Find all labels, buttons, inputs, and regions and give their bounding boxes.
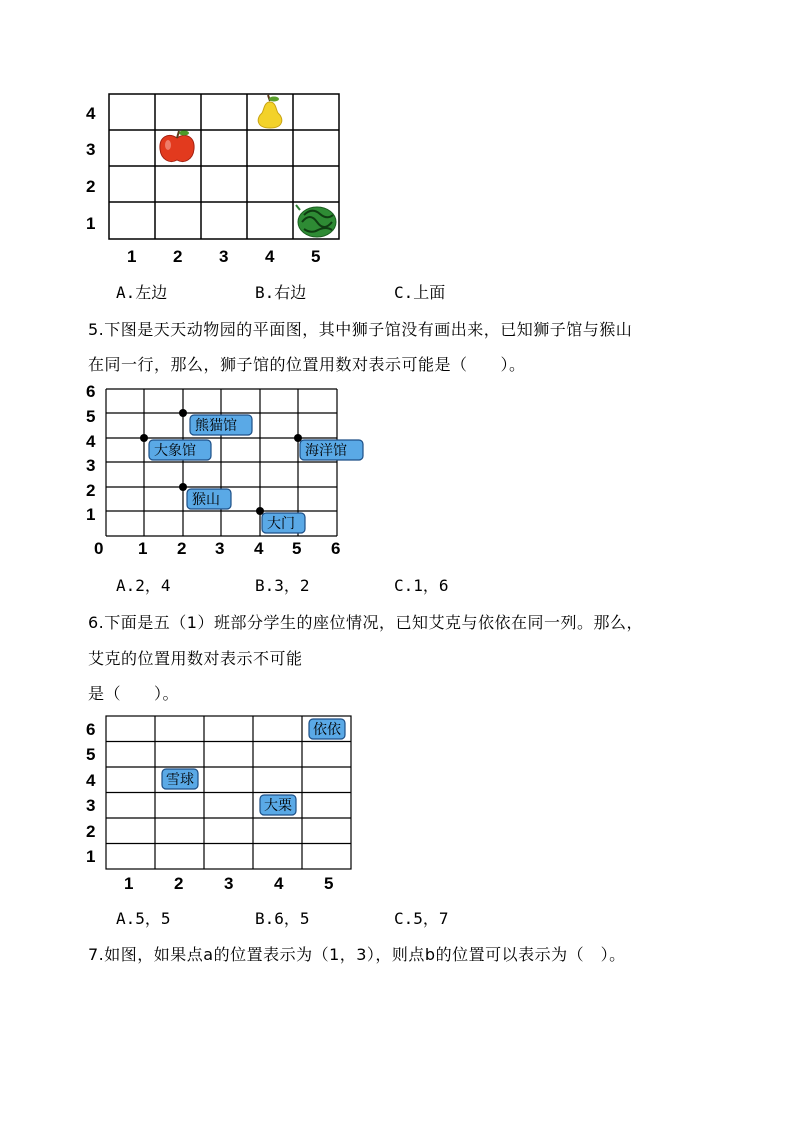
q6-option-c: C.5，7 (394, 909, 449, 928)
point-elephant (140, 434, 148, 442)
svg-text:雪球: 雪球 (166, 772, 194, 788)
zoo-map-tags (149, 415, 363, 533)
pear-icon (258, 95, 282, 128)
y-label: 2 (86, 481, 96, 500)
row-label: 2 (86, 822, 96, 841)
seat-grid-row-labels (86, 720, 96, 866)
y-label: 5 (86, 407, 96, 426)
q5-option-b: B.3，2 (255, 576, 310, 595)
tag-ocean-hall (300, 440, 363, 460)
x-label: 2 (177, 539, 187, 558)
row-label: 3 (86, 140, 96, 159)
q5-question-line1: 5.下图是天天动物园的平面图，其中狮子馆没有画出来，已知狮子馆与猴山 (88, 320, 633, 339)
zoo-map-x-labels (94, 539, 340, 558)
col-label: 4 (274, 874, 284, 893)
col-label: 5 (311, 247, 321, 266)
q4-option-a: A.左边 (116, 283, 168, 302)
svg-text:依依: 依依 (313, 722, 341, 738)
fruit-grid-col-labels (127, 247, 320, 266)
col-label: 2 (174, 874, 184, 893)
row-label: 1 (86, 847, 96, 866)
apple-icon (160, 131, 194, 162)
y-label: 1 (86, 505, 96, 524)
y-label: 4 (86, 432, 96, 451)
tag-panda-hall (190, 415, 252, 435)
zoo-map-y-labels (86, 382, 96, 524)
watermelon-icon (296, 205, 336, 237)
q5-option-a: A.2，4 (116, 576, 171, 595)
col-label: 5 (324, 874, 334, 893)
col-label: 3 (219, 247, 229, 266)
tag-xueqiu (162, 769, 198, 789)
svg-text:大象馆: 大象馆 (154, 443, 196, 459)
point-monkey (179, 483, 187, 491)
x-label: 5 (292, 539, 302, 558)
col-label: 1 (127, 247, 137, 266)
col-label: 4 (265, 247, 275, 266)
q6-option-a: A.5，5 (116, 909, 171, 928)
fruit-grid-row-labels (86, 104, 96, 233)
q4-option-c: C.上面 (394, 283, 446, 302)
q7-question-line1: 7.如图，如果点a的位置表示为（1，3），则点b的位置可以表示为（ ）。 (88, 945, 626, 964)
q6-option-b: B.6，5 (255, 909, 310, 928)
q4-option-b: B.右边 (255, 283, 307, 302)
col-label: 1 (124, 874, 134, 893)
q5-question-line2: 在同一行，那么，狮子馆的位置用数对表示可能是（ ）。 (88, 355, 526, 374)
row-label: 2 (86, 177, 96, 196)
y-label: 3 (86, 456, 96, 475)
y-label: 6 (86, 382, 96, 401)
q6-question-line2: 艾克的位置用数对表示不可能 (88, 649, 303, 668)
row-label: 5 (86, 745, 96, 764)
q6-question-line3: 是（ ）。 (88, 684, 180, 703)
tag-dali (260, 795, 296, 815)
q5-option-c: C.1，6 (394, 576, 449, 595)
x-label: 0 (94, 539, 104, 558)
x-label: 1 (138, 539, 148, 558)
col-label: 2 (173, 247, 183, 266)
point-panda (179, 409, 187, 417)
seat-grid-col-labels (124, 874, 333, 893)
x-label: 6 (331, 539, 341, 558)
col-label: 3 (224, 874, 234, 893)
row-label: 1 (86, 214, 96, 233)
row-label: 6 (86, 720, 96, 739)
row-label: 4 (86, 771, 96, 790)
svg-text:海洋馆: 海洋馆 (305, 443, 347, 459)
svg-text:大门: 大门 (267, 516, 295, 532)
x-label: 4 (254, 539, 264, 558)
svg-text:猴山: 猴山 (192, 492, 220, 508)
row-label: 4 (86, 104, 96, 123)
tag-elephant-hall (149, 440, 211, 460)
tag-yiyi (309, 719, 345, 739)
svg-text:大栗: 大栗 (264, 798, 292, 814)
q6-question-line1: 6.下面是五（1）班部分学生的座位情况，已知艾克与依依在同一列。那么， (88, 613, 643, 632)
tag-gate (262, 513, 305, 533)
x-label: 3 (215, 539, 225, 558)
row-label: 3 (86, 796, 96, 815)
tag-monkey-hill (187, 489, 231, 509)
svg-text:熊猫馆: 熊猫馆 (195, 418, 237, 434)
